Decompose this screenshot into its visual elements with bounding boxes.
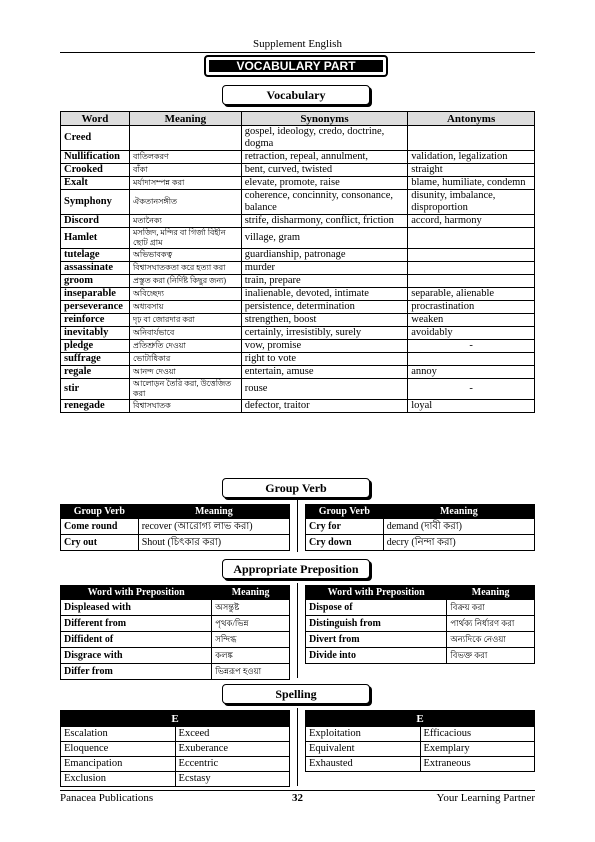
vocab-synonyms: strife, disharmony, conflict, friction <box>241 215 408 228</box>
group-verb: Come round <box>61 519 139 535</box>
group-verb-table-right <box>305 504 535 551</box>
spelling-word: Eloquence <box>61 742 176 757</box>
vocab-word: Discord <box>61 215 130 228</box>
column-header-word-with-preposition: Word with Preposition <box>306 586 447 600</box>
vocab-word: Symphony <box>61 190 130 215</box>
table-row <box>61 632 290 648</box>
group-verb-meaning: decry (নিন্দা করা) <box>383 535 534 551</box>
vocab-meaning: অভিভাবকত্ব <box>129 249 241 262</box>
table-row <box>61 366 535 379</box>
vocab-synonyms: village, gram <box>241 228 408 249</box>
group-verb: Cry out <box>61 535 139 551</box>
footer-divider <box>60 790 535 791</box>
spelling-word: Exuberance <box>175 742 289 757</box>
group-verb-meaning: Shout (চিৎকার করা) <box>138 535 289 551</box>
column-header-meaning: Meaning <box>138 505 289 519</box>
vocab-antonyms: disunity, imbalance, disproportion <box>408 190 535 215</box>
spelling-word: Exploitation <box>306 727 421 742</box>
vocab-word: regale <box>61 366 130 379</box>
vocab-word: stir <box>61 379 130 400</box>
vocab-meaning: বাতিলকরণ <box>129 151 241 164</box>
vocab-word: Creed <box>61 126 130 151</box>
vocabulary-header-row <box>61 112 535 126</box>
vocab-word: Crooked <box>61 164 130 177</box>
preposition-phrase: Dispose of <box>306 600 447 616</box>
vocab-meaning: বিশ্বাসঘাতকতা করে হত্যা করা <box>129 262 241 275</box>
vocab-synonyms: gospel, ideology, credo, doctrine, dogma <box>241 126 408 151</box>
vocab-meaning: অবিচ্ছেদ্য <box>129 288 241 301</box>
column-divider <box>297 708 298 786</box>
preposition-phrase: Disgrace with <box>61 648 212 664</box>
table-row <box>61 164 535 177</box>
spelling-section-title: Spelling <box>222 684 370 704</box>
vocab-antonyms: accord, harmony <box>408 215 535 228</box>
vocab-meaning: আলোড়ন তৈরি করা, উত্তেজিত করা <box>129 379 241 400</box>
group-verb: Cry down <box>306 535 384 551</box>
column-header-group-verb: Group Verb <box>61 505 139 519</box>
vocab-meaning: প্রস্তুত করা (নির্দিষ্ট কিছুর জন্য) <box>129 275 241 288</box>
column-header-meaning: Meaning <box>383 505 534 519</box>
vocab-synonyms: murder <box>241 262 408 275</box>
table-row <box>61 379 535 400</box>
vocab-antonyms <box>408 353 535 366</box>
vocab-antonyms <box>408 262 535 275</box>
vocab-word: groom <box>61 275 130 288</box>
column-divider <box>297 500 298 552</box>
vocab-antonyms <box>408 249 535 262</box>
vocab-meaning: ভোটাধিকার <box>129 353 241 366</box>
preposition-meaning: অসন্তুষ্ট <box>212 600 290 616</box>
vocab-meaning: অধ্যবসায় <box>129 301 241 314</box>
table-row <box>61 772 290 787</box>
table-row <box>61 249 535 262</box>
vocab-antonyms: avoidably <box>408 327 535 340</box>
vocab-synonyms: train, prepare <box>241 275 408 288</box>
vocab-antonyms: annoy <box>408 366 535 379</box>
table-row <box>61 600 290 616</box>
column-divider <box>297 583 298 678</box>
vocab-antonyms: validation, legalization <box>408 151 535 164</box>
vocab-meaning: মর্যাদাসম্পন্ন করা <box>129 177 241 190</box>
vocab-word: pledge <box>61 340 130 353</box>
spelling-word: Ecstasy <box>175 772 289 787</box>
preposition-phrase: Divert from <box>306 632 447 648</box>
page-number: 32 <box>292 792 303 804</box>
table-row <box>306 757 535 772</box>
vocab-meaning: ঐকতানসঙ্গীত <box>129 190 241 215</box>
footer-tagline: Your Learning Partner <box>436 792 535 804</box>
vocabulary-table <box>60 111 535 413</box>
vocab-synonyms: entertain, amuse <box>241 366 408 379</box>
table-row <box>61 727 290 742</box>
vocab-synonyms: coherence, concinnity, consonance, balance <box>241 190 408 215</box>
table-row <box>61 535 290 551</box>
banner-title: VOCABULARY PART <box>209 60 383 72</box>
vocab-antonyms: loyal <box>408 400 535 413</box>
table-row <box>306 632 535 648</box>
spelling-table-left <box>60 710 290 787</box>
preposition-section-title: Appropriate Preposition <box>222 559 370 579</box>
table-row <box>61 353 535 366</box>
group-verb-meaning: demand (দাবী করা) <box>383 519 534 535</box>
vocab-meaning: বাঁকা <box>129 164 241 177</box>
vocab-synonyms: strengthen, boost <box>241 314 408 327</box>
column-header-antonyms: Antonyms <box>408 112 535 126</box>
vocab-synonyms: elevate, promote, raise <box>241 177 408 190</box>
vocab-antonyms: separable, alienable <box>408 288 535 301</box>
vocab-antonyms: - <box>408 340 535 353</box>
table-row <box>306 742 535 757</box>
vocab-antonyms <box>408 275 535 288</box>
spelling-word: Equivalent <box>306 742 421 757</box>
column-header-meaning: Meaning <box>129 112 241 126</box>
vocab-word: Exalt <box>61 177 130 190</box>
vocab-word: perseverance <box>61 301 130 314</box>
preposition-phrase: Divide into <box>306 648 447 664</box>
column-header-group-verb: Group Verb <box>306 505 384 519</box>
vocab-word: assassinate <box>61 262 130 275</box>
vocab-meaning: মতানৈক্য <box>129 215 241 228</box>
table-row <box>61 275 535 288</box>
vocab-antonyms: straight <box>408 164 535 177</box>
preposition-meaning: বিক্রয় করা <box>447 600 535 616</box>
table-row <box>61 262 535 275</box>
preposition-phrase: Differ from <box>61 664 212 680</box>
vocab-word: renegade <box>61 400 130 413</box>
table-row <box>61 400 535 413</box>
spelling-word: Exclusion <box>61 772 176 787</box>
preposition-phrase: Different from <box>61 616 212 632</box>
group-verb: Cry for <box>306 519 384 535</box>
vocab-meaning: প্রতিশ্রুতি দেওয়া <box>129 340 241 353</box>
vocab-word: reinforce <box>61 314 130 327</box>
vocab-meaning: দৃঢ় বা জোরদার করা <box>129 314 241 327</box>
table-row <box>306 616 535 632</box>
preposition-meaning: ভিন্নরূপ হওয়া <box>212 664 290 680</box>
table-row <box>306 727 535 742</box>
vocab-synonyms: persistence, determination <box>241 301 408 314</box>
vocab-antonyms: weaken <box>408 314 535 327</box>
group-verb-table-left <box>60 504 290 551</box>
table-row <box>306 535 535 551</box>
preposition-meaning: কলঙ্ক <box>212 648 290 664</box>
header-divider <box>60 52 535 53</box>
vocab-word: inseparable <box>61 288 130 301</box>
vocab-word: Hamlet <box>61 228 130 249</box>
table-row <box>61 742 290 757</box>
table-row <box>61 215 535 228</box>
column-header-word: Word <box>61 112 130 126</box>
vocab-synonyms: bent, curved, twisted <box>241 164 408 177</box>
vocab-antonyms: procrastination <box>408 301 535 314</box>
vocab-word: suffrage <box>61 353 130 366</box>
column-header-synonyms: Synonyms <box>241 112 408 126</box>
preposition-meaning: অন্যদিকে নেওয়া <box>447 632 535 648</box>
table-row <box>61 151 535 164</box>
preposition-phrase: Diffident of <box>61 632 212 648</box>
spelling-word: Extraneous <box>420 757 534 772</box>
vocabulary-part-banner <box>204 55 388 77</box>
preposition-meaning: পার্থক্য নির্ধারণ করা <box>447 616 535 632</box>
spelling-letter-header: E <box>61 711 290 727</box>
table-row <box>61 190 535 215</box>
vocab-synonyms: rouse <box>241 379 408 400</box>
vocab-meaning <box>129 126 241 151</box>
vocab-word: inevitably <box>61 327 130 340</box>
table-row <box>61 519 290 535</box>
table-row <box>61 757 290 772</box>
vocab-antonyms <box>408 126 535 151</box>
vocab-word: Nullification <box>61 151 130 164</box>
table-row <box>61 177 535 190</box>
group-verb-meaning: recover (আরোগ্য লাভ করা) <box>138 519 289 535</box>
spelling-letter-header: E <box>306 711 535 727</box>
preposition-phrase: Displeased with <box>61 600 212 616</box>
preposition-meaning: পৃথক/ভিন্ন <box>212 616 290 632</box>
vocab-antonyms <box>408 228 535 249</box>
group-verb-section-title: Group Verb <box>222 478 370 498</box>
table-row <box>61 616 290 632</box>
table-row <box>61 301 535 314</box>
spelling-word: Efficacious <box>420 727 534 742</box>
preposition-table-right <box>305 585 535 664</box>
preposition-table-left <box>60 585 290 680</box>
table-row <box>306 600 535 616</box>
table-row <box>306 519 535 535</box>
spelling-word: Emancipation <box>61 757 176 772</box>
vocab-antonyms: blame, humiliate, condemn <box>408 177 535 190</box>
vocab-synonyms: retraction, repeal, annulment, <box>241 151 408 164</box>
preposition-meaning: সন্দিগ্ধ <box>212 632 290 648</box>
column-header-meaning: Meaning <box>447 586 535 600</box>
vocab-meaning: বিশ্বাসঘাতক <box>129 400 241 413</box>
spelling-word: Eccentric <box>175 757 289 772</box>
vocab-word: tutelage <box>61 249 130 262</box>
vocab-antonyms: - <box>408 379 535 400</box>
column-header-word-with-preposition: Word with Preposition <box>61 586 212 600</box>
table-row <box>306 648 535 664</box>
vocab-meaning: অনিবার্যভাবে <box>129 327 241 340</box>
footer-publisher: Panacea Publications <box>60 792 154 804</box>
vocab-synonyms: right to vote <box>241 353 408 366</box>
vocab-synonyms: inalienable, devoted, intimate <box>241 288 408 301</box>
vocab-meaning: আনন্দ দেওয়া <box>129 366 241 379</box>
vocabulary-section-title: Vocabulary <box>222 85 370 105</box>
vocab-synonyms: defector, traitor <box>241 400 408 413</box>
table-row <box>61 314 535 327</box>
spelling-word: Exceed <box>175 727 289 742</box>
table-row <box>61 340 535 353</box>
page-header-title: Supplement English <box>253 38 342 50</box>
preposition-meaning: বিভক্ত করা <box>447 648 535 664</box>
column-header-meaning: Meaning <box>212 586 290 600</box>
table-row <box>61 664 290 680</box>
table-row <box>61 648 290 664</box>
table-row <box>61 126 535 151</box>
spelling-table-right <box>305 710 535 772</box>
table-row <box>61 228 535 249</box>
table-row <box>61 288 535 301</box>
vocab-synonyms: guardianship, patronage <box>241 249 408 262</box>
spelling-word: Escalation <box>61 727 176 742</box>
vocab-meaning: মসজিদ, মন্দির বা গির্জা বিহীন ছোট গ্রাম <box>129 228 241 249</box>
table-row <box>61 327 535 340</box>
spelling-word: Exhausted <box>306 757 421 772</box>
spelling-word: Exemplary <box>420 742 534 757</box>
vocab-synonyms: vow, promise <box>241 340 408 353</box>
preposition-phrase: Distinguish from <box>306 616 447 632</box>
vocab-synonyms: certainly, irresistibly, surely <box>241 327 408 340</box>
